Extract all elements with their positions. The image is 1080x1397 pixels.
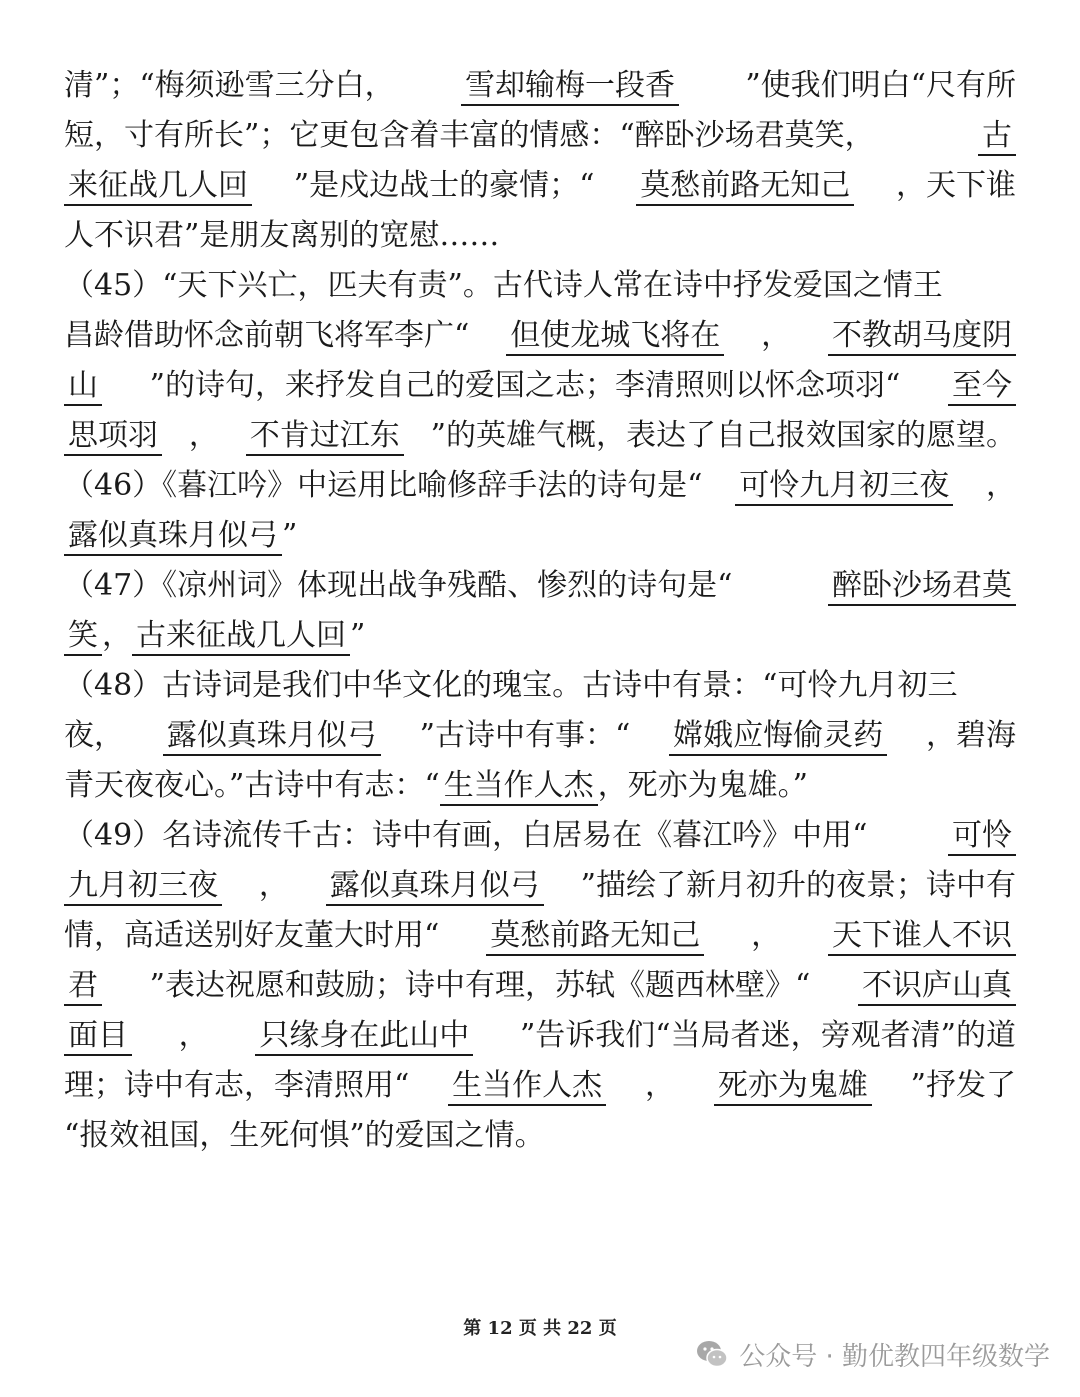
text-line	[64, 966, 1016, 1006]
text-line	[64, 1066, 1016, 1106]
answer-blank: 思项羽	[64, 418, 162, 456]
text-segment: 理；诗中有志，李清照用“	[64, 1068, 410, 1103]
text-segment: ，	[102, 618, 132, 653]
answer-blank: 嫦娥应悔偷灵药	[669, 718, 887, 756]
watermark-text: 公众号 · 勤优教四年级数学	[739, 1341, 1050, 1372]
answer-blank: 死亦为鬼雄	[714, 1068, 872, 1106]
text-line	[64, 716, 1016, 756]
text-segment: ，	[258, 868, 289, 903]
answer-blank: 笑	[64, 618, 102, 656]
text-segment: （45）“天下兴亡，匹夫有责”。古代诗人常在诗中抒发爱国之情王	[64, 268, 943, 303]
text-line	[64, 366, 1016, 406]
text-line	[64, 916, 1016, 956]
text-segment: “报效祖国，生死何惧”的爱国之情。	[64, 1118, 545, 1153]
text-segment: ，	[188, 418, 219, 453]
answer-blank: 莫愁前路无知己	[486, 918, 704, 956]
text-segment: ”的英雄气概，表达了自己报效国家的愿望。	[430, 418, 1016, 453]
answer-blank: 不教胡马度阴	[828, 318, 1016, 356]
answer-blank: 不肯过江东	[246, 418, 404, 456]
text-segment: 情，高适送别好友董大时用“	[64, 918, 440, 953]
text-segment: ，	[985, 468, 1016, 503]
text-segment: （46）《暮江吟》中运用比喻修辞手法的诗句是“	[64, 468, 703, 503]
text-line	[64, 1016, 1016, 1056]
text-line	[64, 516, 1016, 556]
answer-blank: 雪却输梅一段香	[461, 68, 679, 106]
text-segment: ”告诉我们“当局者迷，旁观者清”的道	[519, 1018, 1016, 1053]
text-segment: 夜，	[64, 718, 124, 753]
text-segment: ”抒发了	[910, 1068, 1016, 1103]
text-segment: ，天下谁	[895, 168, 1016, 203]
text-line	[64, 766, 1016, 806]
answer-blank: 山	[64, 368, 102, 406]
answer-blank: 只缘身在此山中	[255, 1018, 473, 1056]
answer-blank: 至今	[948, 368, 1016, 406]
text-line	[64, 116, 1016, 156]
text-segment: ”描绘了新月初升的夜景；诗中有	[580, 868, 1016, 903]
text-line	[64, 816, 1016, 856]
answer-blank: 露似真珠月似弓	[64, 518, 282, 556]
answer-blank: 天下谁人不识	[828, 918, 1016, 956]
answer-blank: 但使龙城飞将在	[506, 318, 724, 356]
text-segment: ，	[645, 1068, 675, 1103]
text-line	[64, 616, 1016, 656]
text-line	[64, 266, 1016, 306]
text-line	[64, 1116, 1016, 1156]
text-line	[64, 316, 1016, 356]
answer-blank: 九月初三夜	[64, 868, 222, 906]
text-line	[64, 666, 1016, 706]
watermark	[695, 1334, 1050, 1374]
answer-blank: 来征战几人回	[64, 168, 252, 206]
text-segment: ，	[761, 318, 792, 353]
text-segment: ”古诗中有事：“	[419, 718, 631, 753]
text-segment: 短，寸有所长”；它更包含着丰富的情感：“醉卧沙场君莫笑，	[64, 118, 875, 153]
text-segment: ”的诗句，来抒发自己的爱国之志；李清照则以怀念项羽“	[149, 368, 901, 403]
text-line	[64, 66, 1016, 106]
answer-blank: 可怜九月初三夜	[735, 468, 953, 506]
answer-blank: 君	[64, 968, 102, 1006]
answer-blank: 面目	[64, 1018, 132, 1056]
answer-blank: 古	[978, 118, 1016, 156]
text-segment: 人不识君”是朋友离别的宽慰……	[64, 218, 500, 253]
answer-blank: 生当作人杰	[440, 768, 598, 806]
text-segment: ”	[282, 518, 298, 553]
text-segment: ”使我们明白“尺有所	[745, 68, 1016, 103]
text-line	[64, 216, 1016, 256]
answer-blank: 莫愁前路无知己	[636, 168, 854, 206]
answer-blank: 醉卧沙场君莫	[828, 568, 1016, 606]
answer-blank: 生当作人杰	[448, 1068, 606, 1106]
text-segment: 清”；“梅须逊雪三分白，	[64, 68, 395, 103]
answer-blank: 不识庐山真	[858, 968, 1016, 1006]
text-segment: ，死亦为鬼雄。”	[597, 768, 809, 803]
text-segment: ，	[751, 918, 782, 953]
wechat-icon	[695, 1337, 729, 1371]
text-line	[64, 866, 1016, 906]
text-line	[64, 166, 1016, 206]
text-segment: （48）古诗词是我们中华文化的瑰宝。古诗中有景：“可怜九月初三	[64, 668, 958, 703]
text-line	[64, 416, 1016, 456]
text-segment: ”表达祝愿和鼓励；诗中有理，苏轼《题西林壁》“	[149, 968, 811, 1003]
answer-blank: 露似真珠月似弓	[326, 868, 544, 906]
answer-blank: 露似真珠月似弓	[163, 718, 381, 756]
text-segment: （47）《凉州词》体现出战争残酷、惨烈的诗句是“	[64, 568, 733, 603]
text-segment: 青天夜夜心。”古诗中有志：“	[64, 768, 440, 803]
text-segment: ”是戍边战士的豪情；“	[293, 168, 595, 203]
text-line	[64, 466, 1016, 506]
text-segment: （49）名诗流传千古：诗中有画，白居易在《暮江吟》中用“	[64, 818, 868, 853]
answer-blank: 可怜	[948, 818, 1016, 856]
text-segment: ”	[350, 618, 366, 653]
text-line	[64, 566, 1016, 606]
text-segment: ，碧海	[926, 718, 1016, 753]
page-number: 第 12 页 共 22 页	[463, 1318, 617, 1339]
text-segment: 昌龄借助怀念前朝飞将军李广“	[64, 318, 470, 353]
text-segment: ，	[178, 1018, 209, 1053]
answer-blank: 古来征战几人回	[132, 618, 350, 656]
